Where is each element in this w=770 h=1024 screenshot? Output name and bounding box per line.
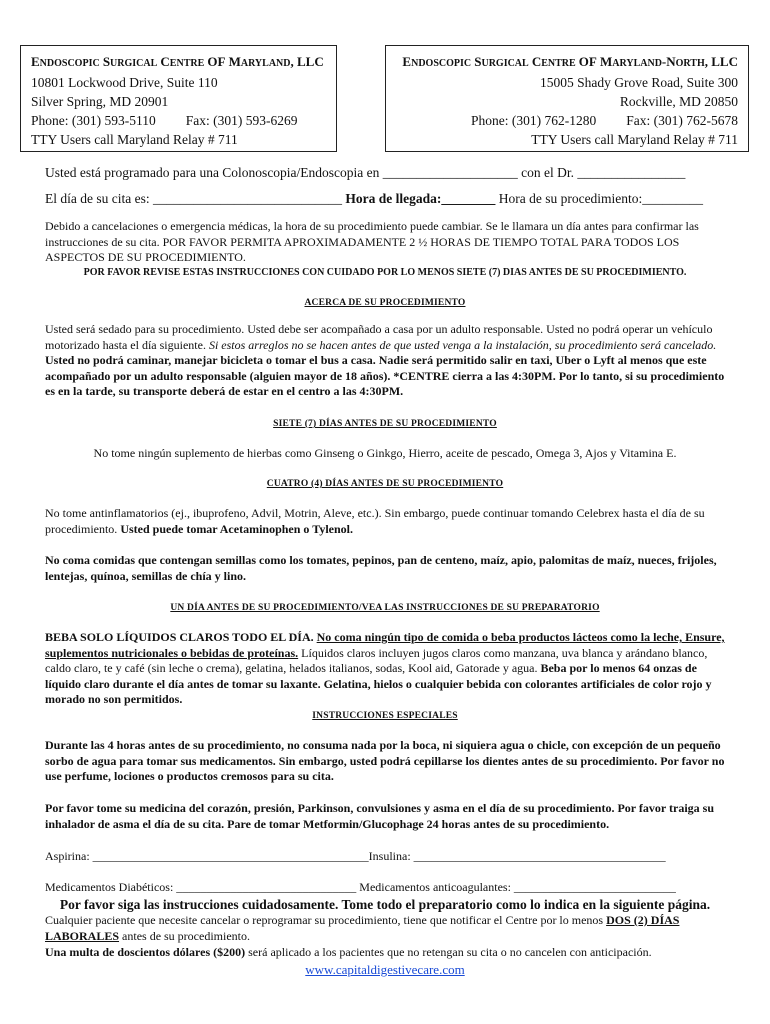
procedure-time: Hora de su procedimiento:_________ bbox=[498, 191, 704, 206]
seven-days-heading: SIETE (7) DÍAS ANTES DE SU PROCEDIMIENTO bbox=[273, 419, 497, 429]
clear-liquids-text: BEBA SOLO LÍQUIDOS CLAROS TODO EL DÍA. No coma ningún tipo de comida o beba productos lácteos como la leche, Ensure, suplementos nutricionales o bebidas de proteínas. Líquidos claros incluyen jugos claros como manzana, uva blanca y arándano blanco, caldo claro, te y café (sin leche o crema), gelatina, helados italianos, sodas, Kool aid, Gatorade y agua. Beba por lo menos 64 onzas de líquido claro durante el día antes de tomar su laxante. Gelatina, hielos o cualquier bebida con colorantes artificiales de color rojo y morado no son permitidos. bbox=[45, 630, 725, 706]
right-tty: TTY Users call Maryland Relay # 711 bbox=[531, 132, 738, 147]
anticoag-field: Medicamentos anticoagulantes: ___________________________ bbox=[359, 880, 676, 894]
arrival-time: Hora de llegada:________ bbox=[345, 191, 496, 206]
medicine-instructions: Por favor tome su medicina del corazón, presión, Parkinson, convulsiones y asma en el día de su procedimiento. Por favor traiga su inhalador de asma el día de su cita. Pare de tomar Metformin/Glucophage 24 horas antes de su procedimiento. bbox=[45, 801, 714, 831]
seeds-warning: No coma comidas que contengan semillas como los tomates, pepinos, pan de centeno, maíz, apio, palomitas de maíz, nueces, frijoles, lentejas, quínoa, semillas de chía y lino. bbox=[45, 553, 717, 583]
aspirin-field: Aspirina: ______________________________________________ bbox=[45, 849, 369, 863]
about-text: Usted será sedado para su procedimiento. Usted debe ser acompañado a casa por un adulto responsable. Usted no podrá operar un vehículo motorizado hasta el día siguiente. Si estos arreglos no se hacen antes de que usted venga a la instalación, su procedimiento será cancelado. Usted no podrá caminar, manejar bicicleta o tomar el bus a casa. Nadie será permitido salir en taxi, Uber o Lyft al menos que este acompañado por un adulto responsable (alguien mayor de 18 años). *CENTRE cierra a las 4:30PM. Por lo tanto, si su procedimiento es en la tarde, su transporte deberá de estar en el centro a las 4:30PM. bbox=[45, 322, 725, 398]
left-fax: Fax: (301) 593-6269 bbox=[185, 113, 298, 128]
diabetic-field: Medicamentos Diabéticos: ______________________________ bbox=[45, 880, 357, 894]
cancellation-notice: Debido a cancelaciones o emergencia médicas, la hora de su procedimiento puede cambiar. Se le llamara un día antes para confirmar las instrucciones de su cita. POR FAVOR PERMITA APROXIMADAMENTE 2 ½ HORAS DE TIEMPO TOTAL PARA TODOS LOS ASPECTOS DE SU PROCEDIMIENTO. bbox=[45, 219, 699, 264]
right-phone-fax bbox=[386, 111, 748, 130]
about-heading: ACERCA DE SU PROCEDIMIENTO bbox=[304, 298, 466, 308]
right-phone: Phone: (301) 762-1280 bbox=[471, 113, 597, 128]
left-phone: Phone: (301) 593-5110 bbox=[31, 113, 156, 128]
special-heading: INSTRUCCIONES ESPECIALES bbox=[312, 711, 458, 721]
left-address-line2: Silver Spring, MD 20901 bbox=[31, 94, 169, 109]
four-days-heading: CUATRO (4) DÍAS ANTES DE SU PROCEDIMIENTO bbox=[266, 479, 504, 489]
one-day-heading: UN DÍA ANTES DE SU PROCEDIMIENTO/VEA LAS INSTRUCCIONES DE SU PREPARATORIO bbox=[170, 603, 600, 613]
left-centre-name: ENDOSCOPIC SURGICAL CENTRE OF MARYLAND, LLC bbox=[31, 54, 324, 69]
follow-instructions: Por favor siga las instrucciones cuidadosamente. Tome todo el preparatorio como lo indica en la siguiente página. bbox=[59, 897, 711, 912]
seven-days-text: No tome ningún suplemento de hierbas como Ginseng o Ginkgo, Hierro, aceite de pescado, Omega 3, Ajos y Vitamina E. bbox=[93, 446, 677, 460]
diabetic-anticoag-line bbox=[45, 880, 676, 896]
four-hours-rule: Durante las 4 horas antes de su procedimiento, no consuma nada por la boca, ni siquiera agua o chicle, con excepción de un pequeño sorbo de agua para tomar sus medicamentos. Sin embargo, usted podrá cepillarse los dientes antes de su procedimiento. Por favor no use perfume, lociones o productos cremosos para su cita. bbox=[45, 738, 725, 783]
appointment-line bbox=[45, 191, 703, 207]
left-location-box bbox=[20, 45, 337, 152]
website-link[interactable]: www.capitaldigestivecare.com bbox=[305, 962, 465, 977]
scheduled-line: Usted está programado para una Colonoscopia/Endoscopia en ____________________ con el Dr. ________________ bbox=[45, 165, 686, 180]
right-location-box bbox=[385, 45, 749, 152]
aspirin-insulin-line bbox=[45, 849, 666, 865]
insulin-field: Insulina: __________________________________________ bbox=[368, 849, 666, 863]
cancellation-policy: Cualquier paciente que necesite cancelar o reprogramar su procedimiento, tiene que notificar el Centre por lo menos DOS (2) DÍAS LABORALES antes de su procedimiento. bbox=[45, 913, 680, 943]
right-fax: Fax: (301) 762-5678 bbox=[626, 113, 738, 128]
left-address-line1: 10801 Lockwood Drive, Suite 110 bbox=[31, 75, 218, 90]
right-centre-name: ENDOSCOPIC SURGICAL CENTRE OF MARYLAND-NORTH, LLC bbox=[402, 54, 738, 69]
four-days-text: No tome antinflamatorios (ej., ibuprofeno, Advil, Motrin, Aleve, etc.). Sin embargo, puede continuar tomando Celebrex hasta el día de su procedimiento. Usted puede tomar Acetaminophen o Tylenol. bbox=[45, 506, 705, 536]
review-notice: POR FAVOR REVISE ESTAS INSTRUCCIONES CON CUIDADO POR LO MENOS SIETE (7) DIAS ANTES DE SU PROCEDIMIENTO. bbox=[83, 267, 687, 278]
no-show-fee: Una multa de doscientos dólares ($200) será aplicado a los pacientes que no retengan su cita o no cancelen con anticipación. bbox=[45, 945, 652, 959]
appointment-day: El día de su cita es: ____________________________ bbox=[45, 191, 342, 206]
left-phone-fax bbox=[21, 111, 336, 130]
right-address-line1: 15005 Shady Grove Road, Suite 300 bbox=[540, 75, 738, 90]
left-tty: TTY Users call Maryland Relay # 711 bbox=[31, 132, 238, 147]
right-address-line2: Rockville, MD 20850 bbox=[619, 94, 738, 109]
